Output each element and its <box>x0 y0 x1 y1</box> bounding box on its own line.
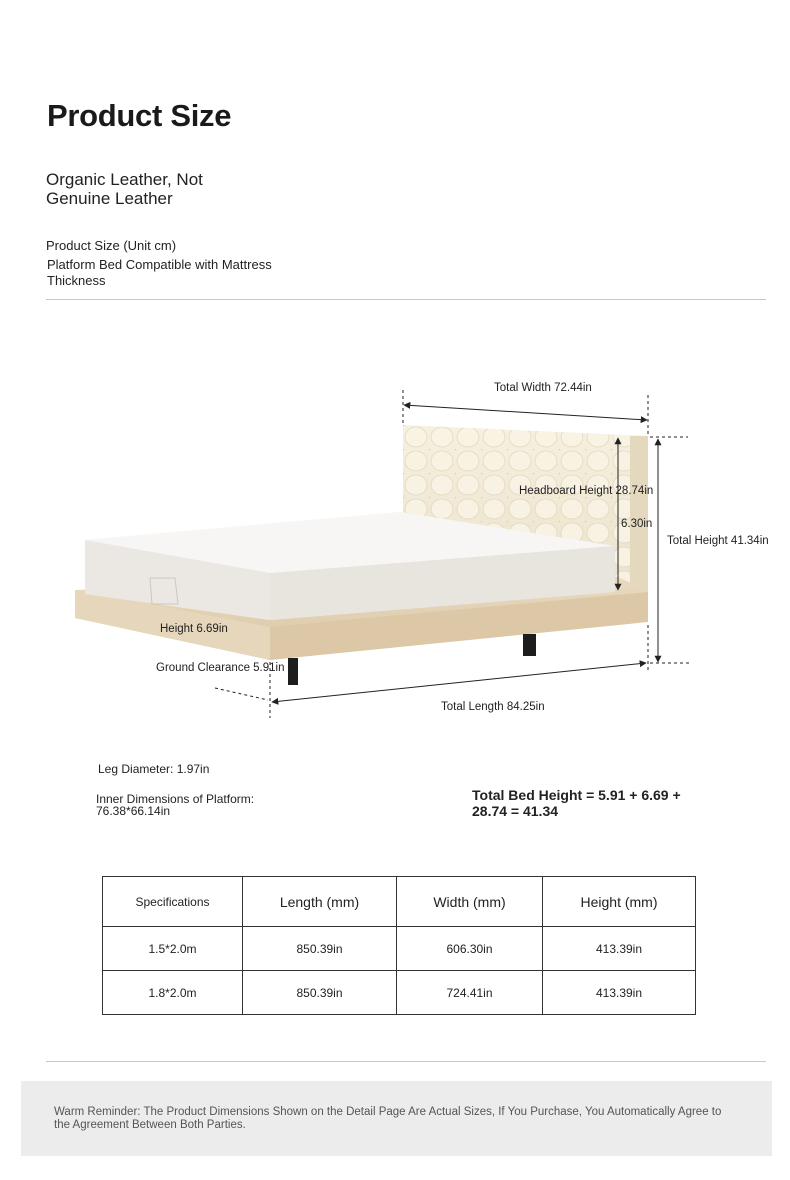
table-row <box>103 927 696 971</box>
inner-dimensions: Inner Dimensions of Platform: 76.38*66.14in <box>96 792 255 818</box>
table-row <box>103 971 696 1015</box>
spec-table <box>102 876 696 1015</box>
total-width-label: Total Width 72.44in <box>494 382 592 394</box>
cell-spec: 1.8*2.0m <box>103 971 243 1015</box>
col-height: Height (mm) <box>543 877 696 927</box>
cell-width: 724.41in <box>397 971 543 1015</box>
page-title: Product Size <box>47 98 232 133</box>
material-note: Organic Leather, Not Genuine Leather <box>46 170 203 208</box>
ground-clearance-label: Ground Clearance 5.91in <box>156 662 285 674</box>
bed-height-formula: Total Bed Height = 5.91 + 6.69 + 28.74 = 41.34 <box>472 787 681 819</box>
col-length: Length (mm) <box>243 877 397 927</box>
total-length-label: Total Length 84.25in <box>441 701 545 713</box>
cell-width: 606.30in <box>397 927 543 971</box>
table-header-row <box>103 877 696 927</box>
cell-length: 850.39in <box>243 927 397 971</box>
total-height-label: Total Height 41.34in <box>667 535 769 547</box>
cell-spec: 1.5*2.0m <box>103 927 243 971</box>
col-width: Width (mm) <box>397 877 543 927</box>
leg-diameter: Leg Diameter: 1.97in <box>98 762 210 776</box>
unit-note: Product Size (Unit cm) <box>46 238 177 253</box>
headboard-height-label: Headboard Height 28.74in <box>519 485 654 497</box>
leg-back <box>523 634 536 656</box>
cell-height: 413.39in <box>543 927 696 971</box>
leg-front <box>288 658 298 685</box>
cell-length: 850.39in <box>243 971 397 1015</box>
bottom-divider <box>46 1061 766 1062</box>
warm-reminder: Warm Reminder: The Product Dimensions Shown on the Detail Page Are Actual Sizes, If You Purchase, You Automatically Agree to the Agreement Between Both Parties. <box>54 1106 722 1131</box>
total-length-line <box>272 663 646 702</box>
col-specifications: Specifications <box>103 877 243 927</box>
clearance-ext <box>215 688 268 700</box>
platform-height-label: Height 6.69in <box>160 623 228 635</box>
mattress-gap-label: 6.30in <box>621 518 653 530</box>
cell-height: 413.39in <box>543 971 696 1015</box>
compat-note: Platform Bed Compatible with Mattress Thickness <box>47 257 272 288</box>
total-width-line <box>404 405 647 420</box>
